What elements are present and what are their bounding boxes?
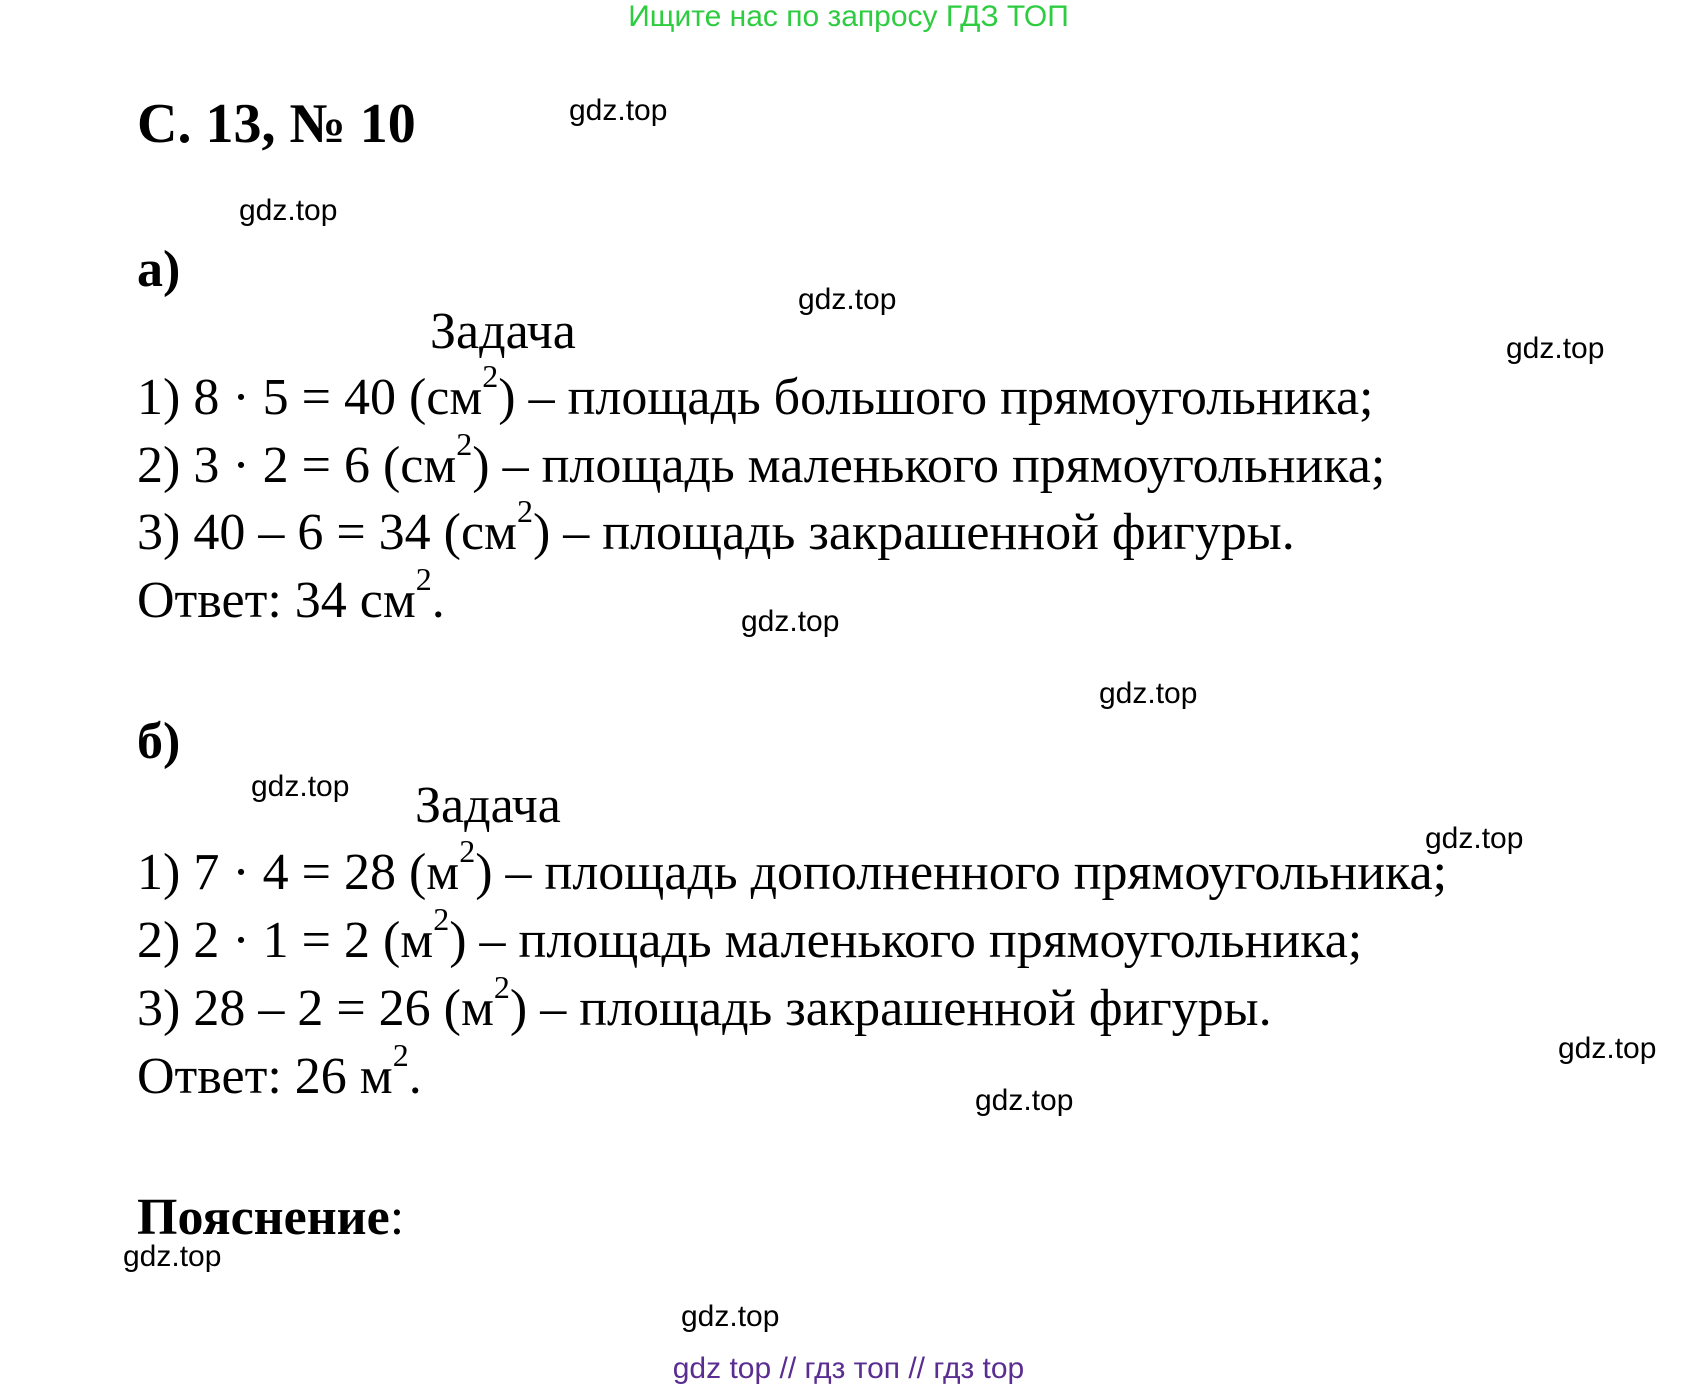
part-a-line-3: 3) 40 – 6 = 34 $(см^2)$ – площадь закрашенной фигуры.	[137, 492, 1295, 561]
part-b-line-2: 2) 2 · 1 = 2 $(м^2)$ – площадь маленького прямоугольника;	[137, 900, 1363, 969]
watermark: gdz.top	[239, 194, 338, 227]
explanation-heading: Пояснение:	[137, 1189, 405, 1246]
top-banner: Ищите нас по запросу ГДЗ ТОП	[628, 0, 1069, 33]
part-b-line-1: 1) 7 · 4 = 28 $(м^2)$ – площадь дополненного прямоугольника;	[137, 832, 1448, 901]
watermark: gdz.top	[123, 1240, 222, 1273]
watermark: gdz.top	[1506, 332, 1605, 365]
part-b-label: б)	[137, 713, 181, 770]
watermark: gdz.top	[681, 1300, 780, 1333]
part-a-label: а)	[137, 241, 181, 298]
footer-links: gdz top // гдз топ // гдз top	[672, 1352, 1025, 1385]
part-a-heading: Задача	[430, 303, 576, 360]
part-a-answer: Ответ: 34 $см^2$.	[137, 560, 445, 629]
part-a-line-1: 1) 8 · 5 = 40 $(см^2)$ – площадь большого прямоугольника;	[137, 357, 1374, 426]
part-b-answer: Ответ: 26 $м^2$.	[137, 1036, 422, 1105]
page-title: С. 13, № 10	[137, 93, 416, 155]
watermark: gdz.top	[975, 1084, 1074, 1117]
watermark: gdz.top	[1558, 1032, 1657, 1065]
watermark: gdz.top	[1099, 677, 1198, 710]
watermark: gdz.top	[569, 94, 668, 127]
part-b-heading: Задача	[415, 777, 561, 834]
watermark: gdz.top	[1425, 822, 1524, 855]
watermark: gdz.top	[741, 605, 840, 638]
watermark: gdz.top	[798, 283, 897, 316]
part-b-line-3: 3) 28 – 2 = 26 $(м^2)$ – площадь закрашенной фигуры.	[137, 968, 1272, 1037]
part-a-line-2: 2) 3 · 2 = 6 $(см^2)$ – площадь маленького прямоугольника;	[137, 425, 1386, 494]
watermark: gdz.top	[251, 770, 350, 803]
